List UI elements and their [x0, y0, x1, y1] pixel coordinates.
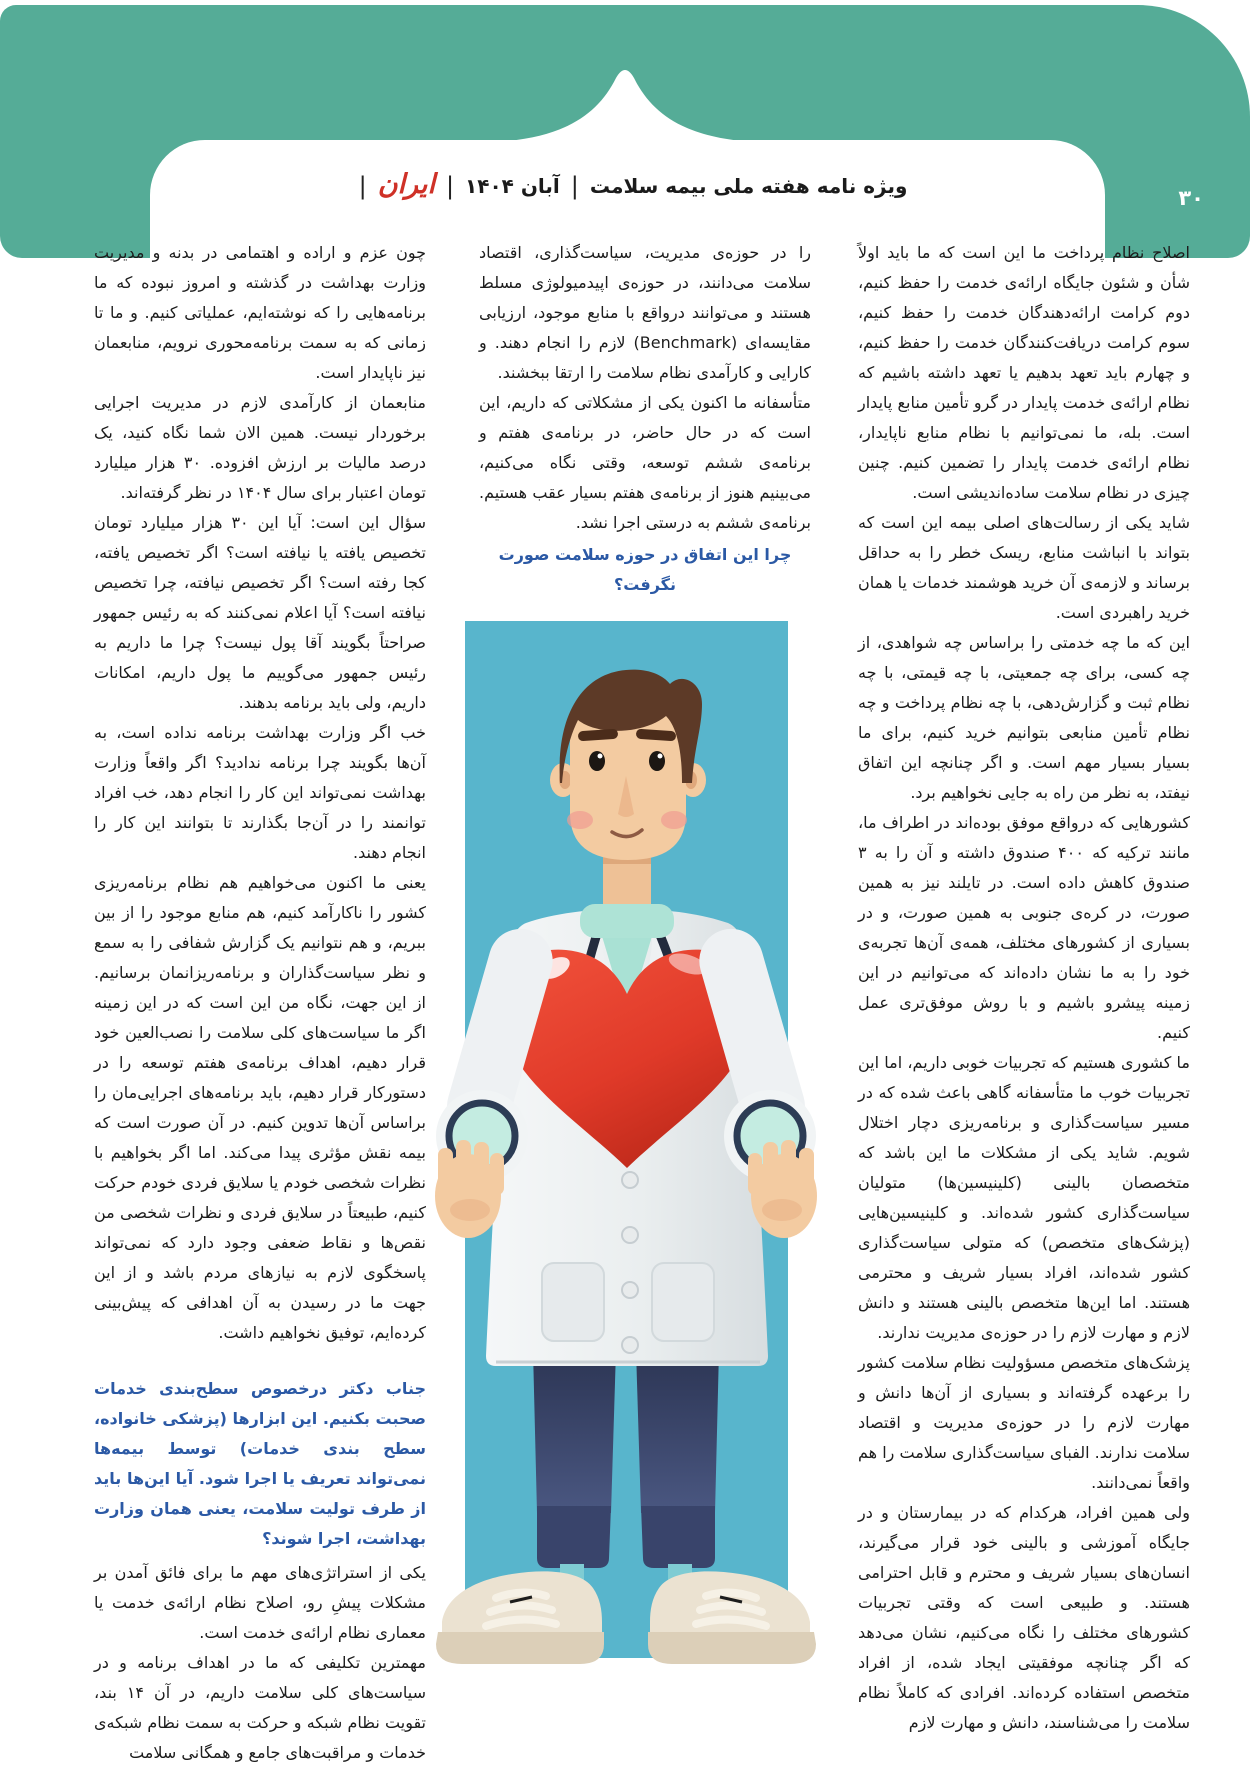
interview-question: جناب دکتر درخصوص سطح‌بندی خدمات صحبت بکنیم. این ابزارها (پزشکی خانواده، سطح بندی خدمات) توسط بیمه‌ها نمی‌تواند تعریف یا اجرا شود. آیا این‌ها باید از طرف تولیت سلامت، یعنی همان وزارت بهداشت، اجرا شوند؟ — [94, 1379, 426, 1548]
paragraph: متأسفانه ما اکنون یکی از مشکلاتی که داریم، این است که در حال حاضر، در برنامه‌ی هفتم و برنامه‌ی ششم توسعه، وقتی نگاه می‌کنیم، می‌بینیم هنوز از برنامه‌ی هفتم بسیار عقب هستیم. برنامه‌ی ششم به درستی اجرا نشد. — [479, 393, 811, 532]
paragraph: ولی همین افراد، هرکدام که در بیمارستان و در جایگاه آموزشی و بالینی خود قرار می‌گیرند، انسان‌های بسیار شریف و محترم و قابل احترامی هستند. و طبیعی است که وقتی تجربیات کشورهای مختلف را نگاه می‌کنیم، نشان می‌دهد که اگر چنانچه موفقیتی ایجاد شده، از افراد متخصص استفاده کرده‌اند. افرادی که کاملاً نظام سلامت را می‌شناسند، دانش و مهارت لازم — [858, 1503, 1190, 1732]
separator-bar: | — [445, 172, 455, 200]
paragraph: سؤال این است: آیا این ۳۰ هزار میلیارد تومان تخصیص یافته یا نیافته است؟ اگر تخصیص یافته، کجا رفته است؟ اگر تخصیص نیافته، چرا تخصیص نیافته است؟ آیا اعلام نمی‌کنند که به رئیس جمهور صراحتاً بگویند آقا پول نیست؟ چرا ما داریم به رئیس جمهور می‌گوییم ما پول داریم، امکانات داریم، ولی باید برنامه بدهند. — [94, 513, 427, 712]
paragraph: یکی از استراتژی‌های مهم ما برای فائق آمدن بر مشکلات پیشِ رو، اصلاح نظام ارائه‌ی خدمت یا معماری نظام ارائه‌ی خدمت است. — [94, 1563, 426, 1642]
flame-notch-ornament — [495, 67, 755, 142]
coat-pocket — [542, 1263, 604, 1341]
paragraph: پزشک‌های متخصص مسؤولیت نظام سلامت کشور را برعهده گرفته‌اند و بسیاری از آن‌ها دانش و مهارت لازم را در حوزه‌ی مدیریت و اقتصاد سلامت ندارند. الفبای سیاست‌گذاری سلامت را هم واقعاً نمی‌دانند. — [858, 1353, 1190, 1492]
masthead-title: ویژه نامه هفته ملی بیمه سلامت — [589, 174, 908, 198]
sneaker — [436, 1571, 604, 1664]
paragraph: را در حوزه‌ی مدیریت، سیاست‌گذاری، اقتصاد سلامت می‌دانند، در حوزه‌ی اپیدمیولوژی مسلط هستند و می‌توانند درواقع با منابع موجود، ارزیابی مقایسه‌ای (Benchmark) لازم را انجام دهند. و کارایی و کارآمدی نظام سلامت را ارتقا ببخشند. — [479, 243, 811, 382]
column-1 — [858, 238, 1190, 1738]
paragraph: شاید یکی از رسالت‌های اصلی بیمه این است که بتواند با انباشت منابع، ریسک خطر را به حداقل برساند و لازمه‌ی آن خرید هوشمند خدمات یا همان خرید راهبردی است. — [858, 513, 1190, 622]
page-number: ۳۰ — [1178, 186, 1204, 210]
separator-bar: | — [358, 172, 367, 200]
masthead — [150, 164, 1105, 208]
issue-date: آبان ۱۴۰۴ — [465, 174, 560, 198]
paragraph: کشورهایی که درواقع موفق بوده‌اند در اطراف ما، مانند ترکیه که ۴۰۰ صندوق داشته و آن را به ۳ صندوق کاهش داده است. در تایلند نیز به همین صورت، در کره‌ی جنوبی به همین صورت، و در بسیاری از کشورهای مختلف، همه‌ی آن‌ها تجربه‌ی خود را به ما نشان داده‌اند که می‌توانیم در این زمینه پیشرو باشیم و با روش موفق‌تری عمل کنیم. — [858, 813, 1191, 1042]
paragraph: یعنی ما اکنون می‌خواهیم هم نظام برنامه‌ریزی کشور را ناکارآمد کنیم، هم منابع موجود را از بین ببریم، و هم نتوانیم یک گزارش شفافی را به سمع و نظر سیاست‌گذاران و برنامه‌ریزانمان برسانیم. از این جهت، نگاه من این است که در این زمینه اگر ما سیاست‌های کلی سلامت را نصب‌العین خود قرار دهیم، اهداف برنامه‌ی هفتم توسعه را در دستورکار قرار دهیم، باید برنامه‌های اجرایی‌مان را براساس آن‌ها تدوین کنیم. در آن صورت است که بیمه نقش مؤثری پیدا می‌کند. اما اگر بخواهیم با نظرات شخصی خودم یا سلایق فردی خودم حرکت کنیم، طبیعتاً در سلایق فردی و نظرات شخصی من نقص‌ها و نقاط ضعفی وجود دارد که نمی‌تواند پاسخگوی لازم به نیازهای مردم باشد و از این جهت ما در رسیدن به آن اهدافی که پیش‌بینی کرده‌ایم، توفیق نخواهیم داشت. — [94, 873, 426, 1342]
coat-pocket — [652, 1263, 714, 1341]
doctor-heart-illustration — [430, 608, 822, 1683]
paragraph: چون عزم و اراده و اهتمامی در بدنه و مدیریت وزارت بهداشت در گذشته و امروز نبوده که ما برنامه‌هایی را که نوشته‌ایم، عملیاتی کنیم. و ما تا زمانی که به سمت برنامه‌محوری نرویم، منابعمان نیز ناپایدار است. — [94, 243, 426, 382]
iran-newspaper-logo: ایران — [377, 168, 435, 200]
paragraph: خب اگر وزارت بهداشت برنامه نداده است، به آن‌ها بگویند چرا برنامه ندادید؟ اگر واقعاً وزارت بهداشت نمی‌تواند این کار را انجام دهد، خب افراد توانمند را در آن‌جا بگذارند تا بتوانند این کار را انجام دهند. — [94, 723, 426, 862]
doctor-leg — [533, 1350, 616, 1592]
separator-bar: | — [570, 172, 579, 200]
paragraph: منابعمان از کارآمدی لازم در مدیریت اجرایی برخوردار نیست. همین الان شما نگاه کنید، یک درصد مالیات بر ارزش افزوده. ۳۰ هزار میلیارد تومان اعتبار برای سال ۱۴۰۴ در نظر گرفته‌اند. — [94, 393, 426, 502]
paragraph: اصلاح نظام پرداخت ما این است که ما باید اولاً شأن و شئون جایگاه ارائه‌ی خدمت را حفظ کنیم، دوم کرامت ارائه‌دهندگان خدمت را حفظ کنیم، سوم کرامت دریافت‌کنندگان خدمت را حفظ کنیم، و چهارم باید تعهد بدهیم یا تعهد داشته باشیم که نظام ارائه‌ی خدمت پایدار در گرو تأمین منابع پایدار است. بله، ما نمی‌توانیم با نظام منابع ناپایدار، نظام ارائه‌ی خدمت پایدار را تضمین کنیم. چنین چیزی در نظام سلامت ساده‌اندیشی است. — [858, 243, 1190, 502]
paragraph: ما کشوری هستیم که تجربیات خوبی داریم، اما این تجربیات خوب ما متأسفانه گاهی باعث شده که در مسیر سیاست‌گذاری و برنامه‌ریزی دچار اختلال شویم. شاید یکی از مشکلات ما این باشد که متخصصان بالینی (کلینیسین‌ها) متولیان سیاست‌گذاری کشور شده‌اند. و کلینیسین‌هایی (پزشک‌های متخصص) که متولی سیاست‌گذاری کشور شده‌اند، افراد بسیار شریف و محترمی هستند. اما این‌ها متخصص بالینی هستند و دانش لازم و مهارت لازم را در حوزه‌ی مدیریت ندارند. — [858, 1053, 1190, 1342]
column-3 — [94, 238, 426, 1768]
column-2 — [479, 238, 811, 600]
paragraph: مهمترین تکلیفی که ما در اهداف برنامه و در سیاست‌های کلی سلامت داریم، در آن ۱۴ بند، تقویت نظام شبکه و حرکت به سمت نظام شبکه‌ی خدمات و مراقبت‌های جامع و همگانی سلامت — [94, 1653, 427, 1762]
paragraph: این که ما چه خدمتی را براساس چه شواهدی، از چه کسی، برای چه جمعیتی، با چه قیمتی، با چه نظام ثبت و گزارش‌دهی، با چه نظام پرداخت و چه نظام تأمین منابعی بتوانیم خرید کنیم، برای ما بسیار بسیار مهم است. و اگر چنانچه این اتفاق نیفتد، به نظر من راه به جایی نخواهیم برد. — [858, 633, 1190, 802]
interview-question: چرا این اتفاق در حوزه سلامت صورت نگرفت؟ — [498, 545, 792, 594]
shirt-collar — [580, 904, 674, 938]
